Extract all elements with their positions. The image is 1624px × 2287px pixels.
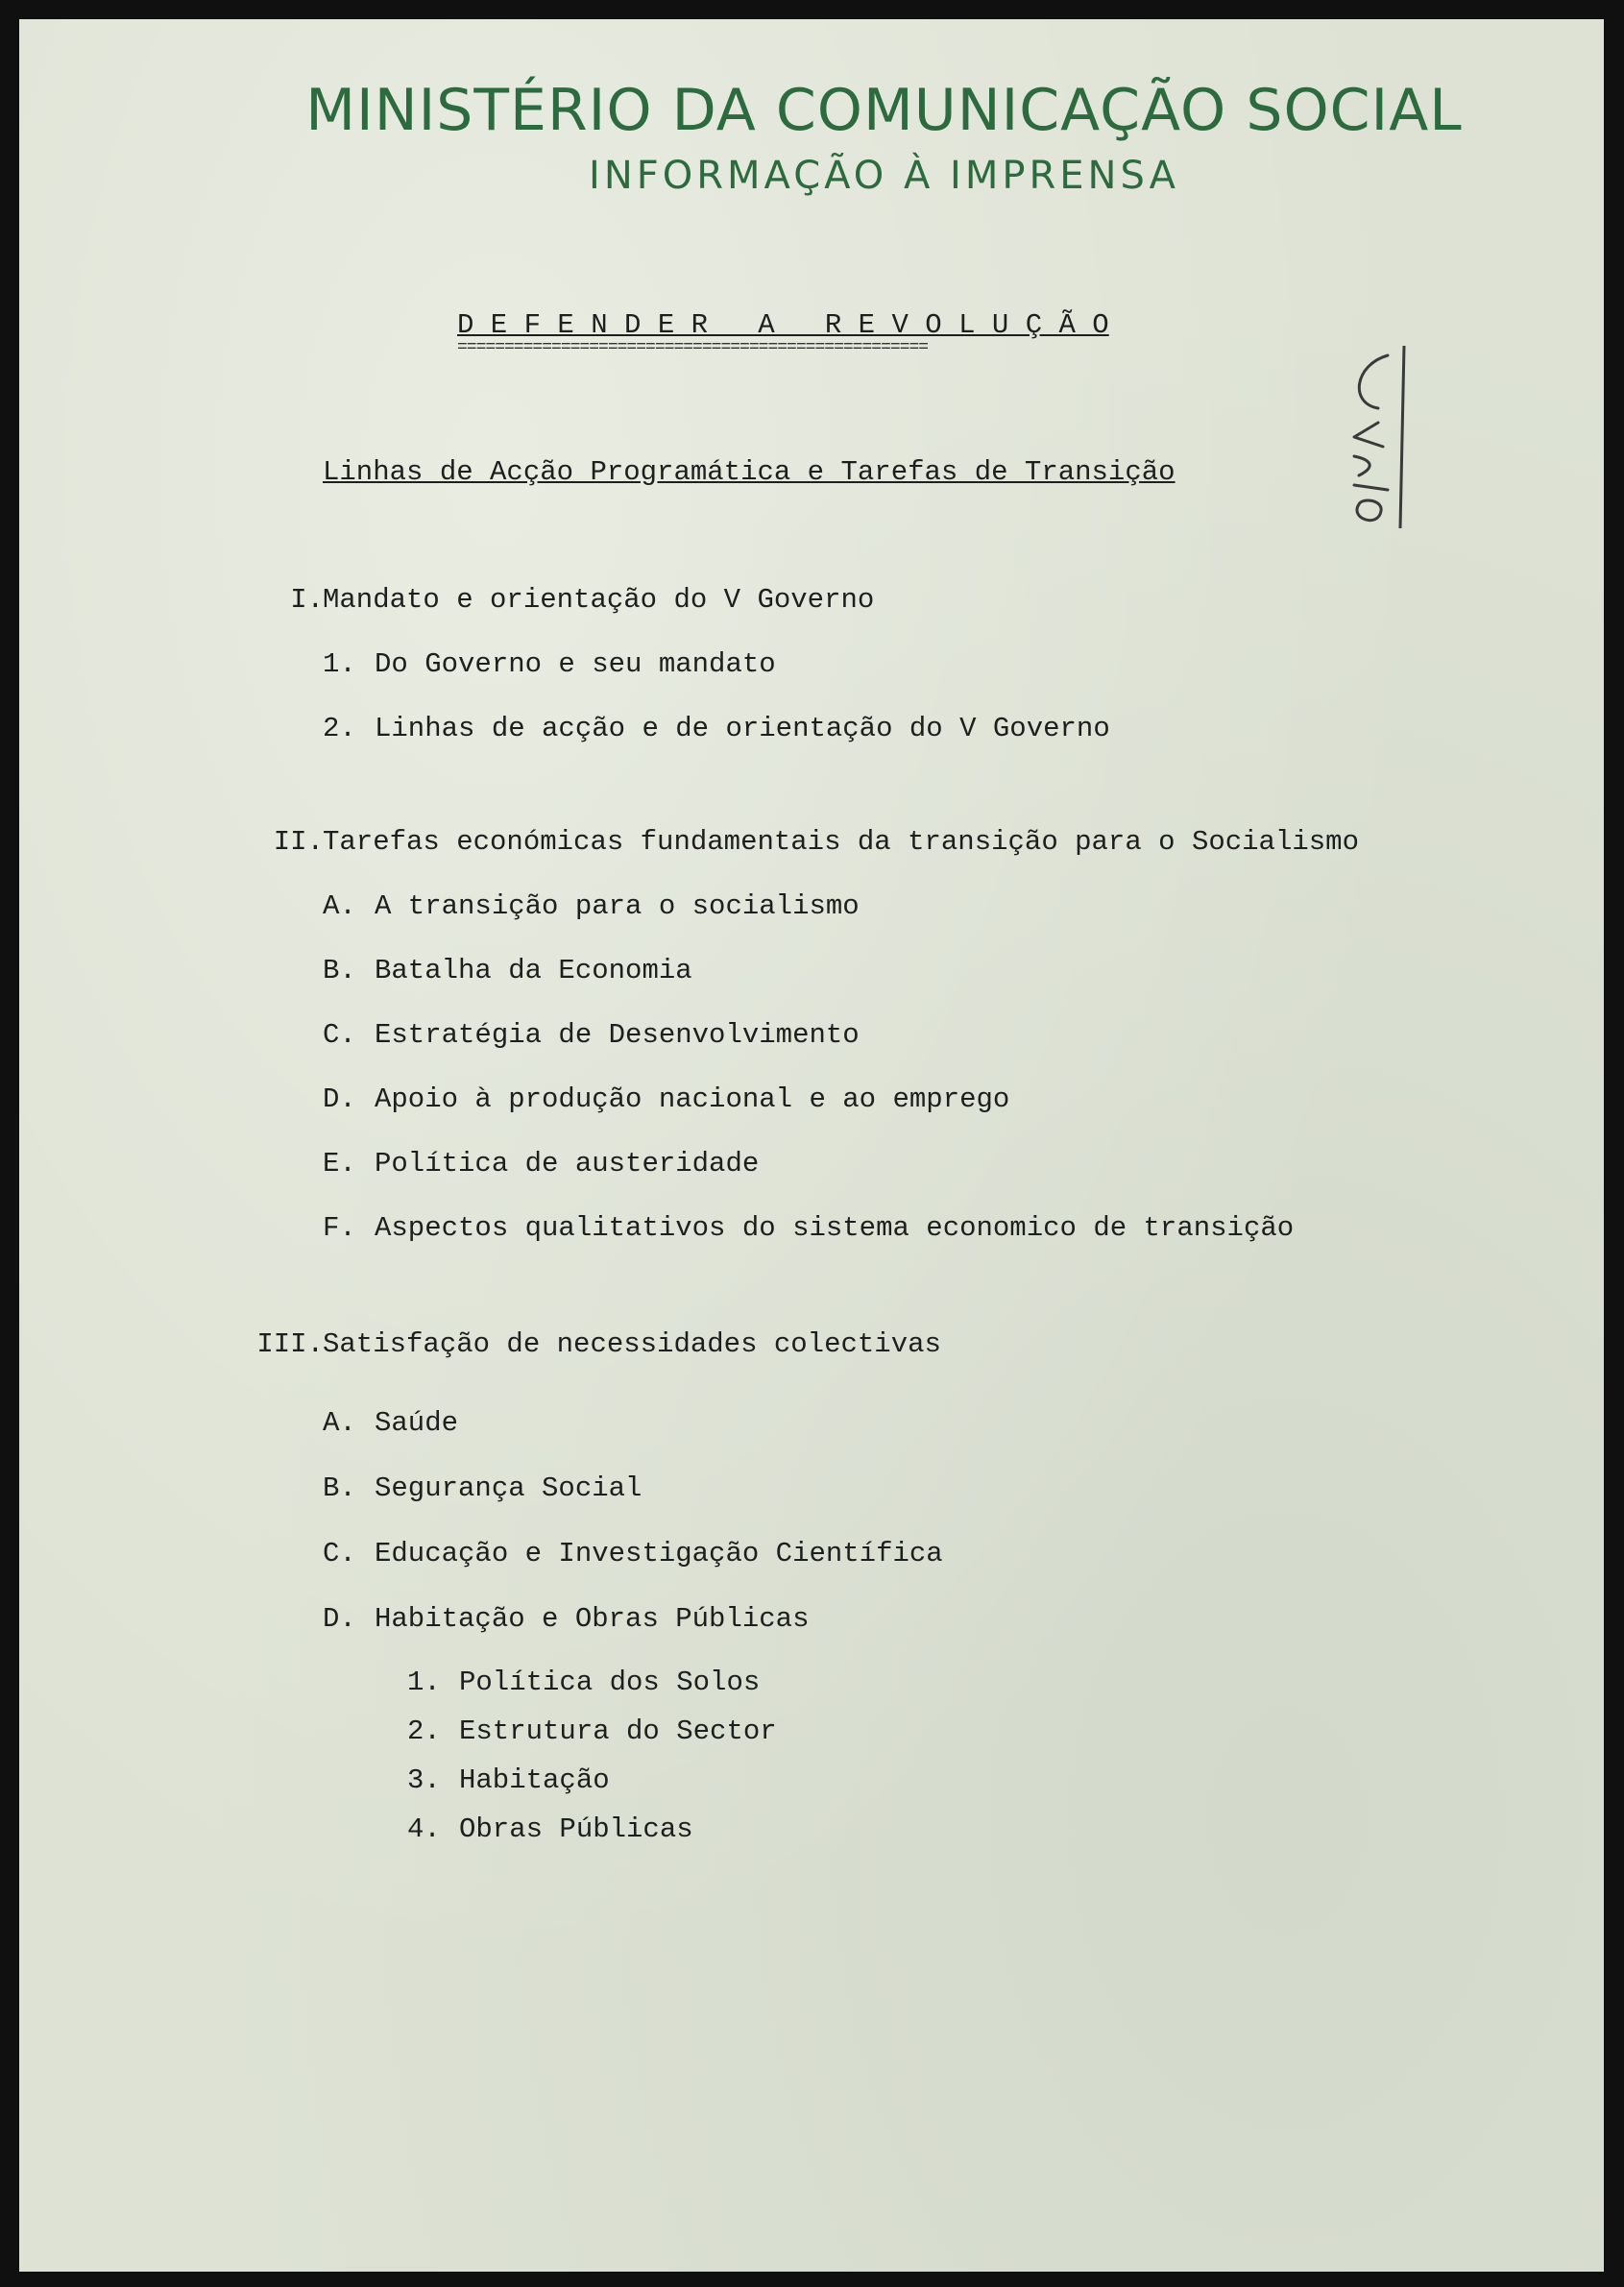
section-title: Mandato e orientação do V Governo — [323, 584, 875, 616]
list-item: Batalha da Economia — [375, 955, 692, 986]
list-item: Saúde — [375, 1407, 459, 1439]
item-marker: C. — [323, 1019, 356, 1051]
section-title: Tarefas económicas fundamentais da transição para o Socialismo — [323, 826, 1359, 858]
item-marker: B. — [323, 955, 356, 986]
list-item: Linhas de acção e de orientação do V Governo — [375, 713, 1110, 744]
item-marker: F. — [323, 1212, 356, 1244]
subitem-marker: 4. — [407, 1813, 441, 1845]
list-item: Apoio à produção nacional e ao emprego — [375, 1083, 1010, 1115]
item-marker: E. — [323, 1148, 356, 1180]
list-item: Política de austeridade — [375, 1148, 760, 1180]
item-marker: A. — [323, 1407, 356, 1439]
item-marker: D. — [323, 1603, 356, 1635]
document-subtitle: Linhas de Acção Programática e Tarefas de Transição — [323, 456, 1176, 488]
section-number: I. — [290, 584, 324, 616]
sub-list-item: Estrutura do Sector — [459, 1715, 777, 1747]
list-item: Estratégia de Desenvolvimento — [375, 1019, 860, 1051]
subitem-marker: 1. — [407, 1667, 441, 1698]
item-marker: C. — [323, 1538, 356, 1569]
section-title: Satisfação de necessidades colectivas — [323, 1328, 941, 1360]
sub-list-item: Habitação — [459, 1764, 610, 1796]
press-info-heading: INFORMAÇÃO À IMPRENSA — [589, 154, 1179, 198]
document-title: D E F E N D E R A R E V O L U Ç Ã O — [457, 309, 1109, 341]
item-marker: A. — [323, 890, 356, 922]
ministry-letterhead: MINISTÉRIO DA COMUNICAÇÃO SOCIAL — [305, 77, 1463, 144]
list-item: Segurança Social — [375, 1472, 642, 1504]
list-item: Do Governo e seu mandato — [375, 648, 776, 680]
list-item: A transição para o socialismo — [375, 890, 860, 922]
list-item: Educação e Investigação Científica — [375, 1538, 943, 1569]
list-item: Aspectos qualitativos do sistema economico de transição — [375, 1212, 1295, 1244]
handwritten-signature — [1335, 346, 1412, 538]
item-marker: 2. — [323, 713, 356, 744]
section-number: III. — [256, 1328, 324, 1360]
title-double-rule: ================================================== — [457, 338, 929, 357]
subitem-marker: 2. — [407, 1715, 441, 1747]
list-item: Habitação e Obras Públicas — [375, 1603, 810, 1635]
section-number: II. — [273, 826, 324, 858]
item-marker: B. — [323, 1472, 356, 1504]
subitem-marker: 3. — [407, 1764, 441, 1796]
item-marker: 1. — [323, 648, 356, 680]
item-marker: D. — [323, 1083, 356, 1115]
sub-list-item: Obras Públicas — [459, 1813, 693, 1845]
sub-list-item: Política dos Solos — [459, 1667, 761, 1698]
